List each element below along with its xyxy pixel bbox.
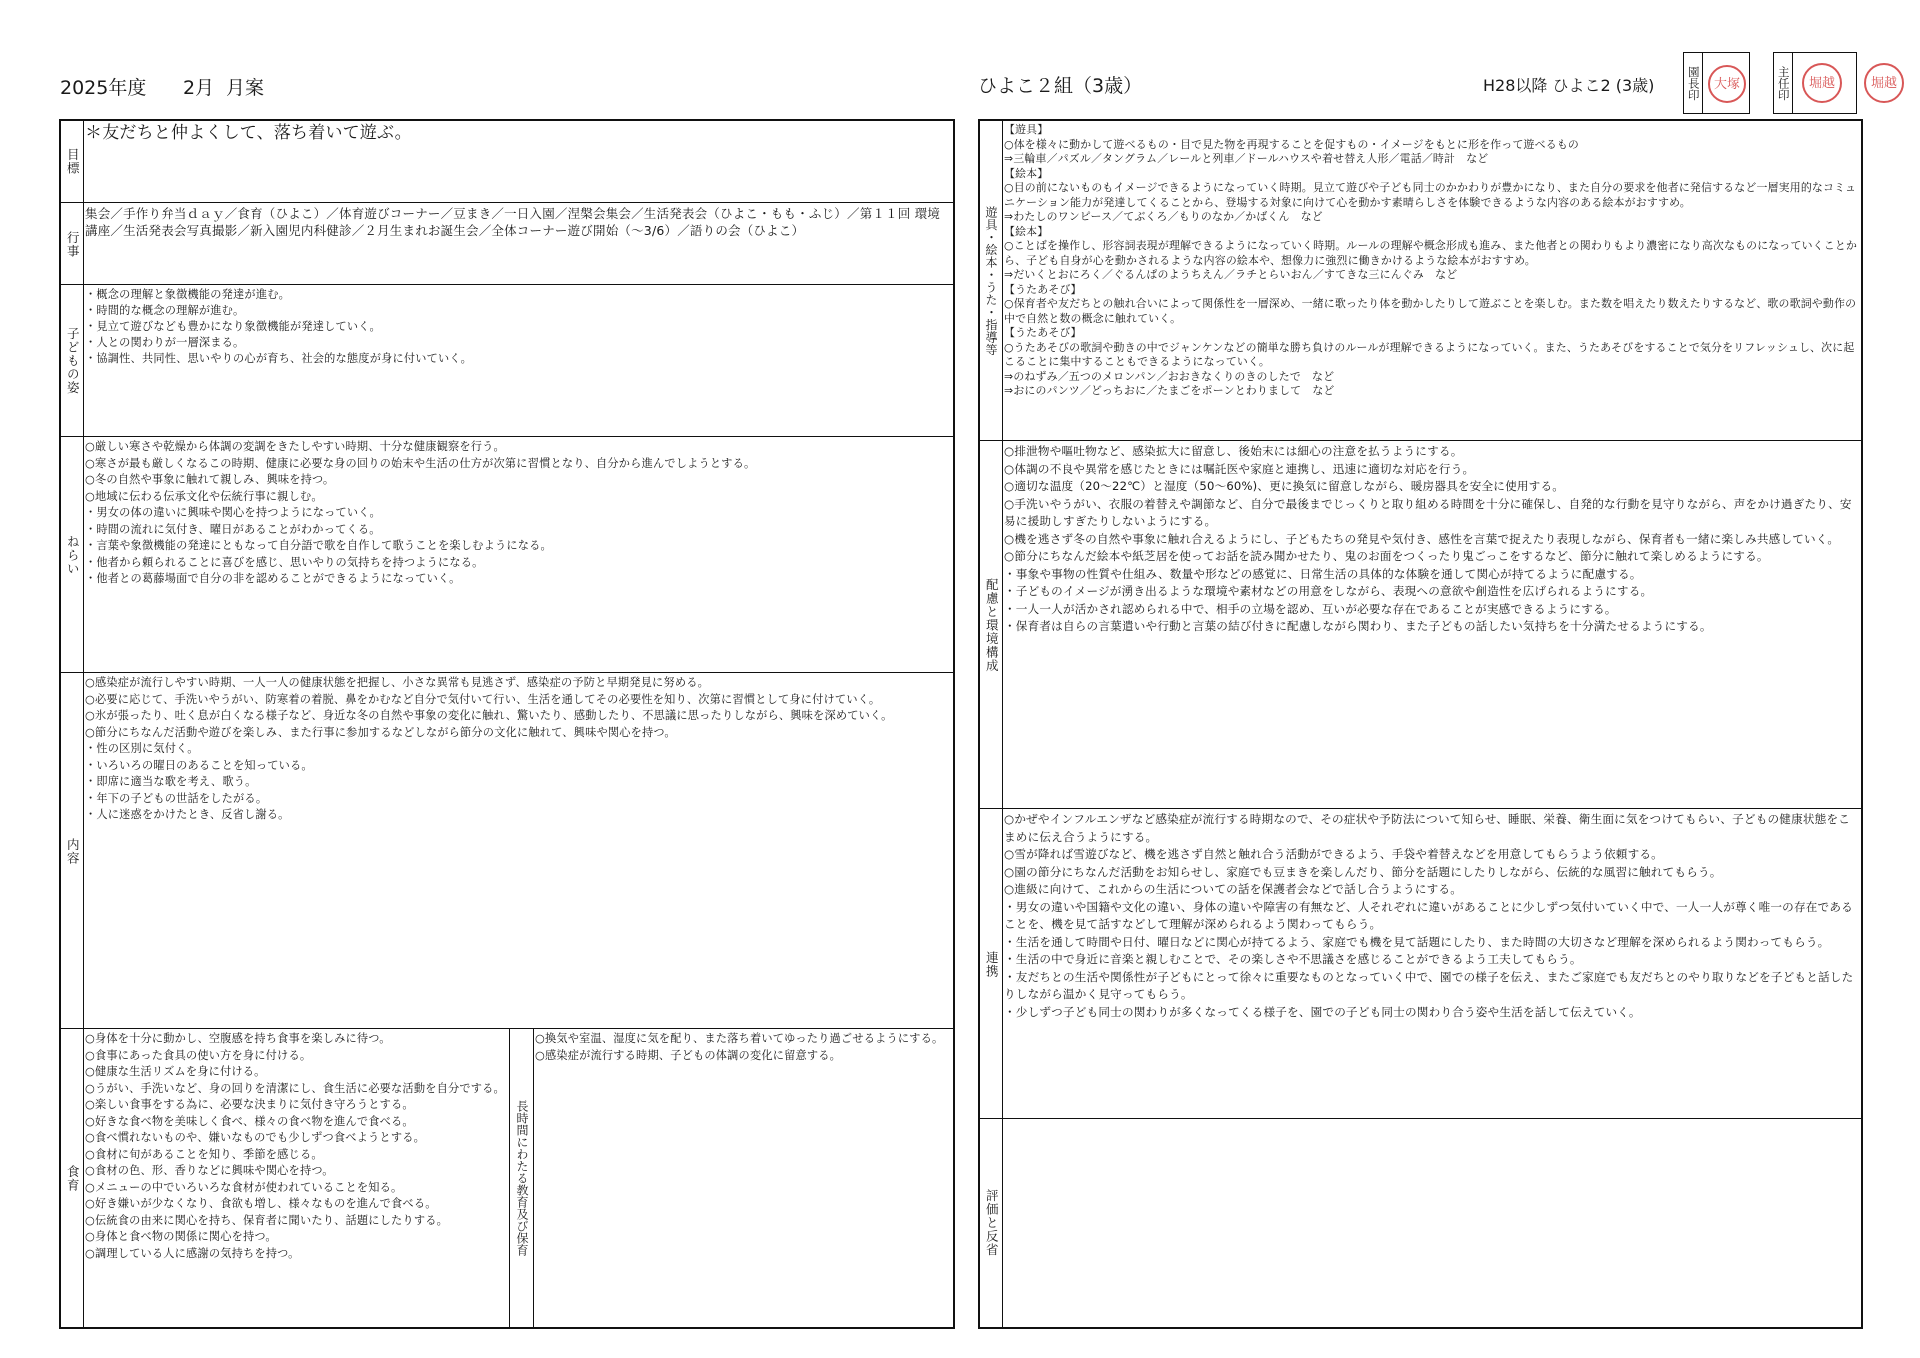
long-hours-text: ○換気や室温、湿度に気を配り、また落ち着いてゆったり過ごせるようにする。 ○感染症が流行する時期、子どもの体調の変化に留意する。 [535,1032,944,1062]
template-name: H28以降 ひよこ2 (3歳) [1483,76,1655,95]
goal-text: ＊友だちと仲よくして、落ち着いて遊ぶ。 [85,123,412,143]
chief-seal-stamp: 堀越 [1802,63,1842,103]
play-materials-row [980,121,1861,440]
events-label: 行事 [61,203,84,285]
aims-row [61,436,953,673]
child-state-text: ・概念の理解と象徴機能の発達が進む。 ・時間的な概念の理解が進む。 ・見立て遊びなども豊かになり象徴機能が発達していく。 ・人との関わりが一層深まる。 ・協調性、共同性、思いやりの心が育ち、社会的な態度が身に付いていく。 [85,288,472,365]
evaluation-label: 評価と反省 [980,1119,1003,1327]
content-text: ○感染症が流行しやすい時期、一人一人の健康状態を把握し、小さな異常も見逃さず、感染症の予防と早期発見に努める。 ○必要に応じて、手洗いやうがい、防寒着の着脱、鼻をかむなど自分で気付いて行い、生活を通してその必要性を知り、次第に習慣として身に付けていく。 ○氷が張ったり、吐く息が白くなる様子など、身近な冬の自然や事象の変化に触れ、驚いたり、感動したり、不思議に思ったりしながら、興味を深めていく。 ○節分にちなんだ活動や遊びを楽しみ、また行事に参加するなどしながら節分の文化に触れて、興味や関心を持つ。 ・性の区別に気付く。 ・いろいろの曜日のあることを知っている。 ・即席に適当な歌を考え、歌う。 ・年下の子どもの世話をしたがる。 ・人に迷惑をかけたとき、反省し謝る。 [85,676,893,821]
food-divider [509,1029,510,1327]
principal-seal-stamp: 大塚 [1708,65,1746,103]
content-row [61,672,953,1029]
child-state-row [61,284,953,437]
long-hours-label: 長時間にわたる教育及び保育 [511,1029,534,1327]
principal-stamp-box [1683,52,1750,114]
coordination-label: 連携 [980,809,1003,1119]
coordination-text: ○かぜやインフルエンザなど感染症が流行する時期なので、その症状や予防法について知らせ、睡眠、栄養、衛生面に気をつけてもらい、子どもの健康状態をこまめに伝え合うようにする。 ○雪が降れば雪遊びなど、機を逃さず自然と触れ合う活動ができるよう、手袋や着替えなどを用意してもらうよう依頼する。 ○園の節分にちなんだ活動をお知らせし、家庭でも豆まきを楽しんだり、節分を話題にしたりしながら、伝統的な風習に触れてもらう。 ○進級に向けて、これからの生活についての話を保護者会などで話し合うようにする。 ・男女の違いや国籍や文化の違い、身体の違いや障害の有無など、人それぞれに違いがあることに少しずつ気付いていく中で、一人一人が尊く唯一の存在であることを、機を見て話すなどして理解が深められるよう関わってもらう。 ・生活を通して時間や日付、曜日などに関心が持てるよう、家庭でも機を見て話題にしたり、また時間の大切さなど理解を深められるよう関わってもらう。 ・生活の中で身近に音楽と親しむことで、その楽しさや不思議さを感じることができるよう工夫してもらう。 ・友だちとの生活や関係性が子どもにとって徐々に重要なものとなっていく中で、園での様子を伝え、またご家庭でも友だちとのやり取りなどを子どもと話したりしながら温かく見守ってもらう。 ・少しずつ子ども同士の関わりが多くなってくる様子を、園での子ども同士の関わり合う姿や生活を話して伝えていく。 [1004,812,1854,1019]
plan-year: 2025年度 [60,77,147,99]
events-text: 集会／手作り弁当ｄａｙ／食育（ひよこ）／体育遊びコーナー／豆まき／一日入園／涅槃会集会／生活発表会（ひよこ・もも・ふじ）／第１１回 環境講座／生活発表会写真撮影／新入園児内科健診／２月生まれお誕生会／全体コーナー遊び開始（〜3/6）／語りの会（ひよこ） [85,206,941,238]
food-education-text: ○身体を十分に動かし、空腹感を持ち食事を楽しみに待つ。 ○食事にあった食具の使い方を身に付ける。 ○健康な生活リズムを身に付ける。 ○うがい、手洗いなど、身の回りを清潔にし、食生活に必要な活動を自分でする。 ○楽しい食事をする為に、必要な決まりに気付き守ろうとする。 ○好きな食べ物を美味しく食べ、様々の食べ物を進んで食べる。 ○食べ慣れないものや、嫌いなものでも少しずつ食べようとする。 ○食材に旬があることを知り、季節を感じる。 ○食材の色、形、香りなどに興味や関心を持つ。 ○メニューの中でいろいろな食材が使われていることを知る。 ○好き嫌いが少なくなり、食欲も増し、様々なものを進んで食べる。 ○伝統食の由来に関心を持ち、保育者に聞いたり、話題にしたりする。 ○身体と食べ物の関係に関心を持つ。 ○調理している人に感謝の気持ちを持つ。 [85,1032,505,1260]
play-materials-text: 【遊具】 ○体を様々に動かして遊べるもの・目で見た物を再現することを促すもの・イメージをもとに形を作って遊べるもの ⇒三輪車／パズル／タングラム／レールと列車／ドールハウスや着せ替え人形／電話／時計 など 【絵本】 ○目の前にないものもイメージできるようになっていく時期。見立て遊びや子ども同士のかかわりが豊かになり、また自分の要求を他者に発信するなど一層実用的なコミュニケーション能力が発達してくることから、登場する対象に向けて心を動かす素晴らしさを体験できるような内容のある絵本がおすすめ。 ⇒わたしのワンピース／てぶくろ／もりのなか／かばくん など 【絵本】 ○ことばを操作し、形容詞表現が理解できるようになっていく時期。ルールの理解や概念形成も進み、また他者との関わりもより濃密になり高次なものになっていくことから、子ども自身が心を動かされるような内容の絵本や、想像力に強烈に働きかけるような絵本がおすすめ。 ⇒だいくとおにろく／ぐるんぱのようちえん／ラチとらいおん／すてきな三にんぐみ など 【うたあそび】 ○保育者や友だちとの触れ合いによって関係性を一層深め、一緒に歌ったり体を動かしたりして遊ぶことを楽しむ。また数を唱えたり数えたりするなど、歌の歌詞や動作の中で自然と数の概念に触れていく。 【うたあそび】 ○うたあそびの歌詞や動きの中でジャンケンなどの簡単な勝ち負けのルールが理解できるようになっていく。また、うたあそびをすることで気分をリフレッシュし、次に起こることに集中することもできるようになっていく。 ⇒のねずみ／五つのメロンパン／おおきなくりのきのしたで など ⇒おにのパンツ／どっちおに／たまごをポーンとわりまして など [1004,123,1858,397]
chief-stamp-label: 主任印 [1774,53,1793,113]
left-plan-table [59,119,955,1329]
environment-label: 配慮と環境構成 [980,441,1003,809]
content-label: 内容 [61,673,84,1029]
right-plan-table [978,119,1863,1329]
evaluation-text [1004,1121,1859,1325]
goal-label: 目標 [61,121,84,202]
environment-row [980,440,1861,809]
child-state-label: 子どもの姿 [61,285,84,437]
plan-type: 月案 [226,77,265,99]
aims-text: ○厳しい寒さや乾燥から体調の変調をきたしやすい時期、十分な健康観察を行う。 ○寒さが最も厳しくなるこの時期、健康に必要な身の回りの始末や生活の仕方が次第に習慣となり、自分から進んでしようとする。 ○冬の自然や事象に触れて親しみ、興味を持つ。 ○地域に伝わる伝承文化や伝統行事に親しむ。 ・男女の体の違いに興味や関心を持つようになっていく。 ・時間の流れに気付き、曜日があることがわかってくる。 ・言葉や象徴機能の発達にともなって自分語で歌を自作して歌うことを楽しむようになる。 ・他者から頼られることに喜びを感じ、思いやりの気持ちを持つようになる。 ・他者との葛藤場面で自分の非を認めることができるようになっていく。 [85,440,756,585]
evaluation-row [980,1118,1861,1327]
goal-row [61,121,953,202]
principal-stamp-label: 園長印 [1684,53,1703,113]
play-materials-label: 遊具・絵本・うた・指導等 [980,121,1003,440]
chief-stamp-box [1773,52,1857,114]
aims-label: ねらい [61,437,84,673]
food-education-label: 食育 [61,1029,84,1327]
plan-month: 2月 [183,77,215,99]
food-education-row [61,1028,953,1327]
coordination-row [980,808,1861,1119]
class-name: ひよこ２組（3歳） [978,75,1143,97]
events-row [61,202,953,285]
extra-seal-stamp: 堀越 [1864,63,1904,103]
environment-text: ○排泄物や嘔吐物など、感染拡大に留意し、後始末には細心の注意を払うようにする。 ○体調の不良や異常を感じたときには嘱託医や家庭と連携し、迅速に適切な対応を行う。 ○適切な温度（20〜22℃）と湿度（50〜60%)、更に換気に留意しながら、暖房器具を安全に使用する。 ○手洗いやうがい、衣服の着替えや調節など、自分で最後までじっくりと取り組める時間を十分に確保し、自発的な行動を見守りながら、声をかけ過ぎたり、安易に援助しすぎたりしないようにする。 ○機を逃さず冬の自然や事象に触れ合えるようにし、子どもたちの発見や気付き、感性を言葉で捉えたり表現しながら、保育者も一緒に楽しみ共感していく。 ○節分にちなんだ絵本や紙芝居を使ってお話を読み聞かせたり、鬼のお面をつくったり鬼ごっこをするなど、節分に触れて楽しめるようにする。 ・事象や事物の性質や仕組み、数量や形などの感覚に、日常生活の具体的な体験を通して関心が持てるように配慮する。 ・子どものイメージが湧き出るような環境や素材などの用意をしながら、表現への意欲や創造性を広げられるようにする。 ・一人一人が活かされ認められる中で、相手の立場を認め、互いが必要な存在であることが実感できるようにする。 ・保育者は自らの言葉遣いや行動と言葉の結び付きに配慮しながら関わり、また子どもの話したい気持ちを十分満たせるようにする。 [1004,444,1852,633]
